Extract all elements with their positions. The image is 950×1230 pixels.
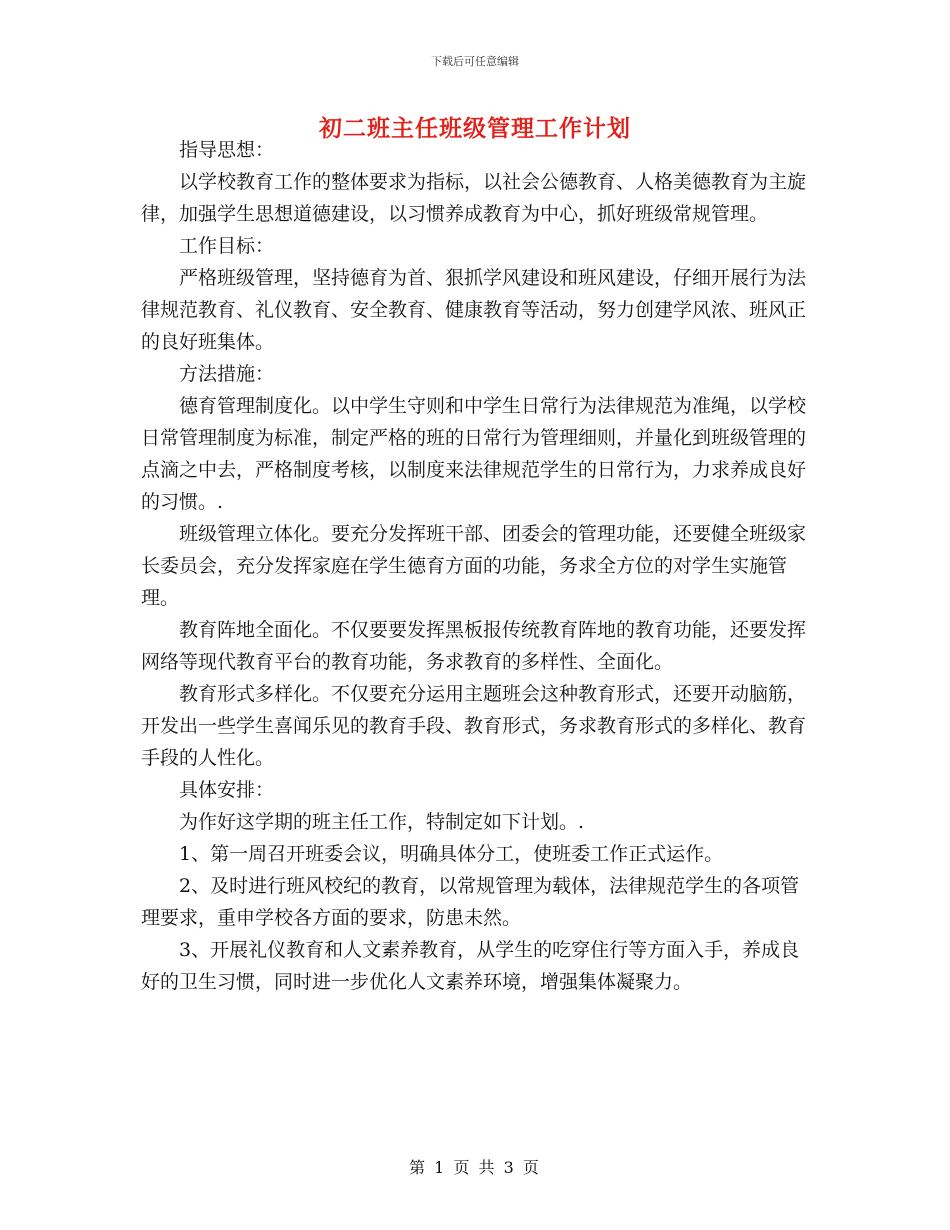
list-item: 3、开展礼仪教育和人文素养教育，从学生的吃穿住行等方面入手，养成良好的卫生习惯，同时进一步优化人文素养环境，增强集体凝聚力。	[141, 939, 800, 993]
page-footer: 第 1 页 共 3 页	[409, 1158, 541, 1177]
paragraph: 严格班级管理，坚持德育为首、狠抓学风建设和班风建设，仔细开展行为法律规范教育、礼仪教育、安全教育、健康教育等活动，努力创建学风浓、班风正的良好班集体。	[141, 267, 807, 353]
document-title: 初二班主任班级管理工作计划	[319, 115, 631, 142]
paragraph: 德育管理制度化。以中学生守则和中学生日常行为法律规范为准绳，以学校日常管理制度为标准，制定严格的班的日常行为管理细则，并量化到班级管理的点滴之中去，严格制度考核，以制度来法律规范学生的日常行为，力求养成良好的习惯。.	[141, 395, 807, 513]
page-header: 下载后可任意编辑	[431, 55, 519, 68]
paragraph: 教育阵地全面化。不仅要要发挥黑板报传统教育阵地的教育功能，还要发挥网络等现代教育平台的教育功能，务求教育的多样性、全面化。	[141, 619, 807, 673]
list-item: 1、第一周召开班委会议，明确具体分工，使班委工作正式运作。	[179, 843, 724, 865]
paragraph: 班级管理立体化。要充分发挥班干部、团委会的管理功能，还要健全班级家长委员会，充分发挥家庭在学生德育方面的功能，务求全方位的对学生实施管理。	[141, 523, 807, 609]
paragraph: 教育形式多样化。不仅要充分运用主题班会这种教育形式，还要开动脑筋，开发出一些学生喜闻乐见的教育手段、教育形式，务求教育形式的多样化、教育手段的人性化。	[141, 683, 807, 769]
section-heading-arrangements: 具体安排：	[179, 779, 275, 801]
list-item: 2、及时进行班风校纪的教育，以常规管理为载体，法律规范学生的各项管理要求，重申学校各方面的要求，防患未然。	[141, 875, 800, 929]
paragraph: 为作好这学期的班主任工作，特制定如下计划。.	[179, 811, 585, 833]
section-heading-guiding-idea: 指导思想：	[179, 139, 275, 161]
document-body	[141, 134, 811, 998]
paragraph: 以学校教育工作的整体要求为指标，以社会公德教育、人格美德教育为主旋律，加强学生思想道德建设，以习惯养成教育为中心，抓好班级常规管理。	[141, 171, 807, 225]
section-heading-methods: 方法措施：	[179, 363, 275, 385]
section-heading-work-goals: 工作目标：	[179, 235, 275, 257]
